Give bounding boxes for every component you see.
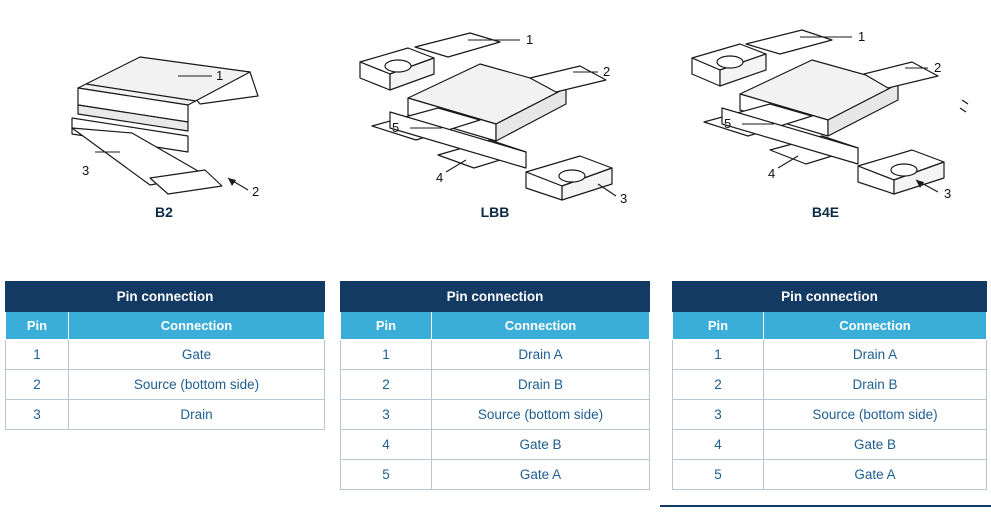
callout-3: 3 [620, 191, 628, 205]
callout-4: 4 [768, 166, 776, 181]
package-block-lbb [330, 0, 660, 220]
column-header-pin: Pin [341, 312, 432, 340]
cell-connection: Gate B [764, 430, 987, 460]
b4e-illustration [660, 0, 991, 205]
cell-pin: 1 [341, 340, 432, 370]
table-row [6, 370, 325, 400]
package-name-lbb: LBB [480, 204, 510, 220]
cell-connection: Source (bottom side) [764, 400, 987, 430]
pin-connection-table-b4e [672, 281, 987, 490]
table-row [341, 460, 650, 490]
cell-pin: 5 [341, 460, 432, 490]
table-row [673, 460, 987, 490]
table-row [6, 400, 325, 430]
callout-3: 3 [82, 163, 90, 178]
package-name-b2: B2 [155, 204, 173, 220]
column-header-pin: Pin [6, 312, 69, 340]
pin-connection-table-b2 [5, 281, 325, 430]
cell-connection: Gate [69, 340, 325, 370]
cell-pin: 4 [673, 430, 764, 460]
footer-rule [660, 505, 991, 507]
cell-pin: 4 [341, 430, 432, 460]
column-header-connection: Connection [69, 312, 325, 340]
cell-connection: Drain A [432, 340, 650, 370]
cell-connection: Drain A [764, 340, 987, 370]
package-block-b2 [0, 0, 330, 220]
callout-1: 1 [858, 29, 866, 44]
callout-1: 1 [216, 68, 224, 83]
table-title: Pin connection [673, 282, 987, 312]
table-row [673, 430, 987, 460]
table-row [673, 340, 987, 370]
table-title: Pin connection [6, 282, 325, 312]
table-row [673, 400, 987, 430]
cell-connection: Source (bottom side) [69, 370, 325, 400]
callout-1: 1 [526, 32, 534, 47]
pin-connection-table-lbb [340, 281, 650, 490]
b2-illustration [0, 0, 330, 205]
cell-pin: 3 [673, 400, 764, 430]
cell-connection: Gate A [432, 460, 650, 490]
callout-3: 3 [944, 186, 952, 201]
cell-connection: Drain B [764, 370, 987, 400]
package-drawing-b4e [660, 0, 991, 200]
package-drawing-lbb [330, 0, 660, 205]
callout-2: 2 [252, 184, 260, 199]
package-name-b4e: B4E [811, 204, 840, 220]
lbb-illustration [330, 0, 660, 205]
cell-pin: 2 [341, 370, 432, 400]
cell-pin: 3 [341, 400, 432, 430]
table-row [341, 400, 650, 430]
callout-2: 2 [934, 60, 942, 75]
cell-connection: Gate A [764, 460, 987, 490]
cell-connection: Drain B [432, 370, 650, 400]
table-row [341, 340, 650, 370]
cell-connection: Drain [69, 400, 325, 430]
column-header-pin: Pin [673, 312, 764, 340]
callout-4: 4 [436, 170, 444, 185]
cell-pin: 1 [673, 340, 764, 370]
table-row [673, 370, 987, 400]
table-row [341, 430, 650, 460]
table-title: Pin connection [341, 282, 650, 312]
cell-connection: Source (bottom side) [432, 400, 650, 430]
callout-5: 5 [724, 116, 732, 131]
column-header-connection: Connection [432, 312, 650, 340]
cell-pin: 5 [673, 460, 764, 490]
table-row [6, 340, 325, 370]
column-header-connection: Connection [764, 312, 987, 340]
cell-connection: Gate B [432, 430, 650, 460]
package-drawing-b2 [0, 0, 330, 200]
callout-2: 2 [603, 64, 611, 79]
cell-pin: 1 [6, 340, 69, 370]
table-row [341, 370, 650, 400]
package-block-b4e [660, 0, 991, 220]
cell-pin: 2 [673, 370, 764, 400]
callout-5: 5 [392, 120, 400, 135]
cell-pin: 2 [6, 370, 69, 400]
cell-pin: 3 [6, 400, 69, 430]
